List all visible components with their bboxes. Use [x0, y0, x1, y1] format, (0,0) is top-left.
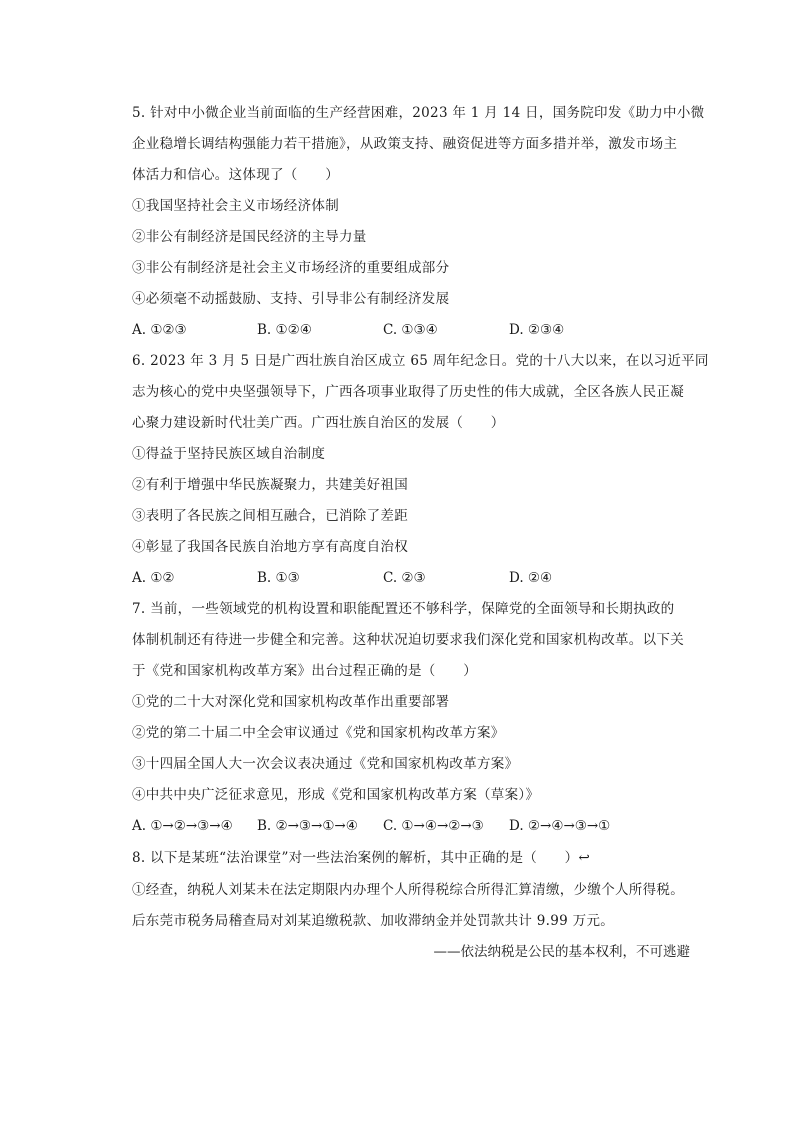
question-5-statement: ③非公有制经济是社会主义市场经济的重要组成部分 [132, 260, 450, 276]
question-7-statement: ③十四届全国人大一次会议表决通过《党和国家机构改革方案》 [132, 756, 519, 772]
option-b[interactable]: B. ①②④ [257, 322, 312, 338]
question-6-statement: ②有利于增强中华民族凝聚力，共建美好祖国 [132, 477, 408, 493]
question-6-statement: ④彰显了我国各民族自治地方享有高度自治权 [132, 539, 408, 555]
option-d[interactable]: D. ②③④ [509, 322, 565, 338]
option-b[interactable]: B. ②→③→①→④ [257, 818, 358, 834]
option-a[interactable]: A. ①② [132, 570, 175, 586]
option-a[interactable]: A. ①→②→③→④ [132, 818, 233, 834]
question-8-case-line: ①经查，纳税人刘某未在法定期限内办理个人所得税综合所得汇算清缴，少缴个人所得税。 [132, 882, 684, 898]
question-7-stem-line: 体制机制还有待进一步健全和完善。这种状况迫切要求我们深化党和国家机构改革。以下关 [132, 632, 684, 648]
question-6-stem-line: 心聚力建设新时代壮美广西。广西壮族自治区的发展（ ） [132, 415, 505, 431]
option-a[interactable]: A. ①②③ [132, 322, 187, 338]
question-8-comment: ——依法纳税是公民的基本权利，不可逃避 [433, 944, 690, 960]
question-6-statement: ③表明了各民族之间相互融合，已消除了差距 [132, 508, 408, 524]
question-5-stem-line: 体活力和信心。这体现了（ ） [132, 167, 339, 183]
question-6-statement: ①得益于坚持民族区域自治制度 [132, 446, 326, 462]
option-c[interactable]: C. ①③④ [383, 322, 438, 338]
question-8-case-line: 后东莞市税务局稽查局对刘某追缴税款、加收滞纳金并处罚款共计 9.99 万元。 [132, 913, 615, 929]
question-7-statement: ④中共中央广泛征求意见，形成《党和国家机构改革方案（草案）》 [132, 787, 540, 803]
question-7-statement: ②党的第二十届二中全会审议通过《党和国家机构改革方案》 [132, 725, 505, 741]
question-5-statement: ①我国坚持社会主义市场经济体制 [132, 198, 339, 214]
option-c[interactable]: C. ①→④→②→③ [383, 818, 484, 834]
question-6-stem-line: 6. 2023 年 3 月 5 日是广西壮族自治区成立 65 周年纪念日。党的十八大以来，在以习近平同 [132, 353, 709, 369]
question-7-statement: ①党的二十大对深化党和国家机构改革作出重要部署 [132, 694, 450, 710]
question-7-stem-line: 7. 当前，一些领域党的机构设置和职能配置还不够科学，保障党的全面领导和长期执政的 [132, 601, 675, 617]
question-6-stem-line: 志为核心的党中央坚强领导下，广西各项事业取得了历史性的伟大成就，全区各族人民正凝 [132, 384, 684, 400]
option-b[interactable]: B. ①③ [257, 570, 300, 586]
question-5-statement: ④必须毫不动摇鼓励、支持、引导非公有制经济发展 [132, 291, 450, 307]
question-5-stem-line: 5. 针对中小微企业当前面临的生产经营困难，2023 年 1 月 14 日，国务院印发《助力中小微 [132, 105, 705, 121]
option-d[interactable]: D. ②→④→③→① [509, 818, 611, 834]
option-c[interactable]: C. ②③ [383, 570, 426, 586]
question-5-stem-line: 企业稳增长调结构强能力若干措施》，从政策支持、融资促进等方面多措并举，激发市场主 [132, 136, 678, 152]
question-5-statement: ②非公有制经济是国民经济的主导力量 [132, 229, 367, 245]
question-7-stem-line: 于《党和国家机构改革方案》出台过程正确的是（ ） [132, 663, 477, 679]
option-d[interactable]: D. ②④ [509, 570, 553, 586]
question-8-stem-line: 8. 以下是某班“法治课堂”对一些法治案例的解析，其中正确的是（ ）↩ [132, 850, 591, 866]
